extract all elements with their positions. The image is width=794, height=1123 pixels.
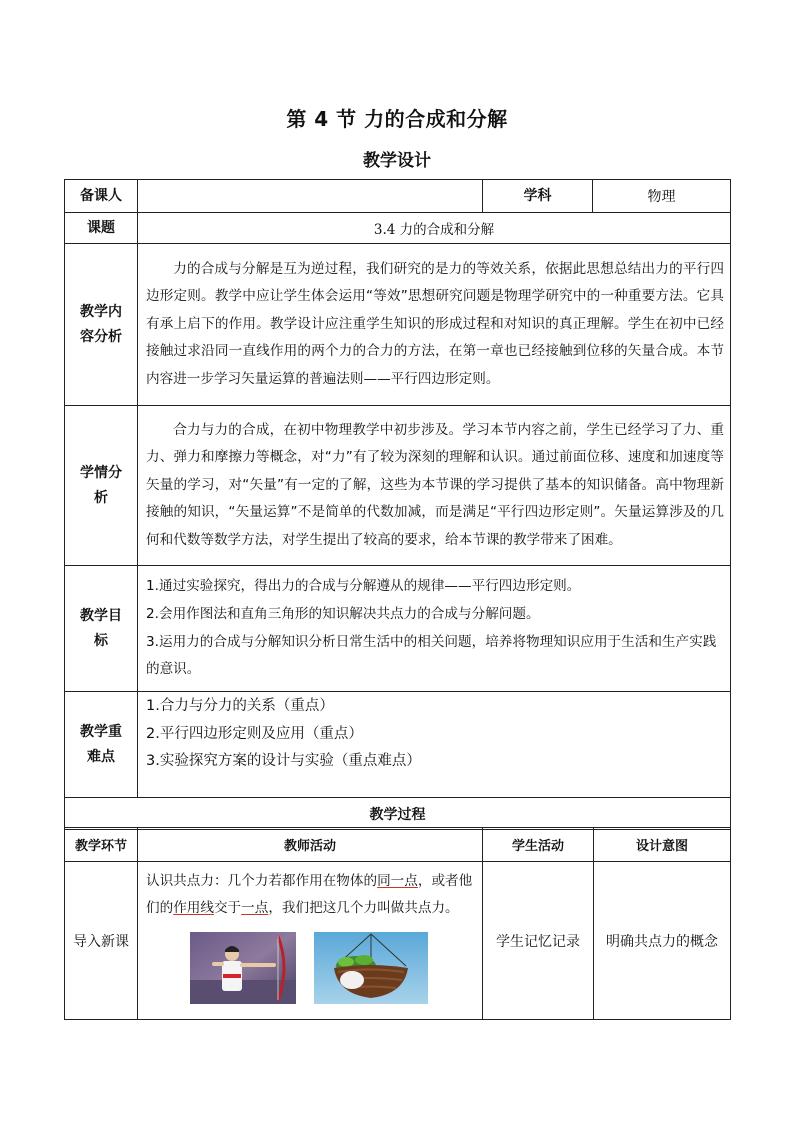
process-title-row — [65, 798, 731, 830]
subject-label: 学科 — [483, 180, 593, 213]
page-subtitle: 教学设计 — [363, 151, 431, 171]
preparer-label: 备课人 — [65, 180, 138, 213]
objective-item: 3.运用力的合成与分解知识分析日常生活中的相关问题，培养将物理知识应用于生活和生产实践的意识。 — [146, 633, 717, 678]
header-stage: 教学环节 — [65, 828, 138, 862]
hanging-plant-basket-photo — [314, 932, 428, 1004]
header-student: 学生活动 — [483, 828, 594, 862]
content-analysis-label: 教学内 容分析 — [65, 244, 138, 406]
key-point-item: 2.平行四边形定则及应用（重点） — [146, 725, 363, 742]
preparer-value — [138, 180, 483, 213]
learner-analysis-label: 学情分 析 — [65, 406, 138, 566]
underlined-term: 同一点 — [377, 873, 418, 889]
stage-cell: 导入新课 — [65, 862, 138, 1020]
key-points-row — [65, 692, 731, 798]
objective-item: 1.通过实验探究，得出力的合成与分解遵从的规律——平行四边形定则。 — [146, 578, 581, 595]
teacher-activity-text: 认识共点力：几个力若都作用在物体的同一点，或者他们的作用线交于一点，我们把这几个力叫做共点力。 — [146, 873, 473, 916]
student-activity-cell: 学生记忆记录 — [483, 862, 594, 1020]
process-row — [65, 862, 731, 1020]
info-row — [65, 180, 731, 213]
underlined-term: 作用线 — [173, 900, 214, 916]
header-teacher: 教师活动 — [138, 828, 483, 862]
topic-label: 课题 — [65, 213, 138, 244]
archer-photo — [190, 932, 296, 1004]
process-header-row — [65, 828, 731, 862]
key-points-list — [138, 692, 731, 798]
learner-analysis-row — [65, 406, 731, 566]
process-table — [64, 827, 731, 1020]
objectives-label: 教学目 标 — [65, 566, 138, 692]
subject-value: 物理 — [593, 180, 731, 213]
content-analysis-text: 力的合成与分解是互为逆过程，我们研究的是力的等效关系，依据此思想总结出力的平行四边形定则。教学中应让学生体会运用“等效”思想研究问题是物理学研究中的一种重要方法。它具有承上启下的作用。教学设计应注重学生知识的形成过程和对知识的真正理解。学生在初中已经接触过求沿同一直线作用的两个力的合力的方法，在第一章也已经接触到位移的矢量合成。本节内容进一步学习矢量运算的普遍法则——平行四边形定则。 — [138, 244, 731, 406]
underlined-term: 一点 — [241, 900, 269, 916]
objectives-list — [138, 566, 731, 692]
lesson-plan-table — [64, 179, 731, 830]
topic-row — [65, 213, 731, 244]
header-intent: 设计意图 — [594, 828, 731, 862]
key-point-item: 1.合力与分力的关系（重点） — [146, 698, 334, 714]
topic-value: 3.4 力的合成和分解 — [138, 213, 731, 244]
content-analysis-row — [65, 244, 731, 406]
objectives-row — [65, 566, 731, 692]
design-intent-cell: 明确共点力的概念 — [594, 862, 731, 1020]
key-point-item: 3.实验探究方案的设计与实验（重点难点） — [146, 753, 421, 770]
objective-item: 2.会用作图法和直角三角形的知识解决共点力的合成与分解问题。 — [146, 605, 540, 622]
learner-analysis-text: 合力与力的合成，在初中物理教学中初步涉及。学习本节内容之前，学生已经学习了力、重力、弹力和摩擦力等概念，对“力”有了较为深刻的理解和认识。通过前面位移、速度和加速度等矢量的学习，对“矢量”有一定的了解，这些为本节课的学习提供了基本的知识储备。高中物理新接触的知识，“矢量运算”不是简单的代数加减，而是满足“平行四边形定则”。矢量运算涉及的几何和代数等数学方法，对学生提出了较高的要求，给本节课的教学带来了困难。 — [138, 406, 731, 566]
page-title: 第 4 节 力的合成和分解 — [286, 107, 508, 131]
process-title: 教学过程 — [65, 798, 731, 830]
teacher-activity-cell — [138, 862, 483, 1020]
key-points-label: 教学重 难点 — [65, 692, 138, 798]
photo-strip — [146, 932, 474, 1004]
